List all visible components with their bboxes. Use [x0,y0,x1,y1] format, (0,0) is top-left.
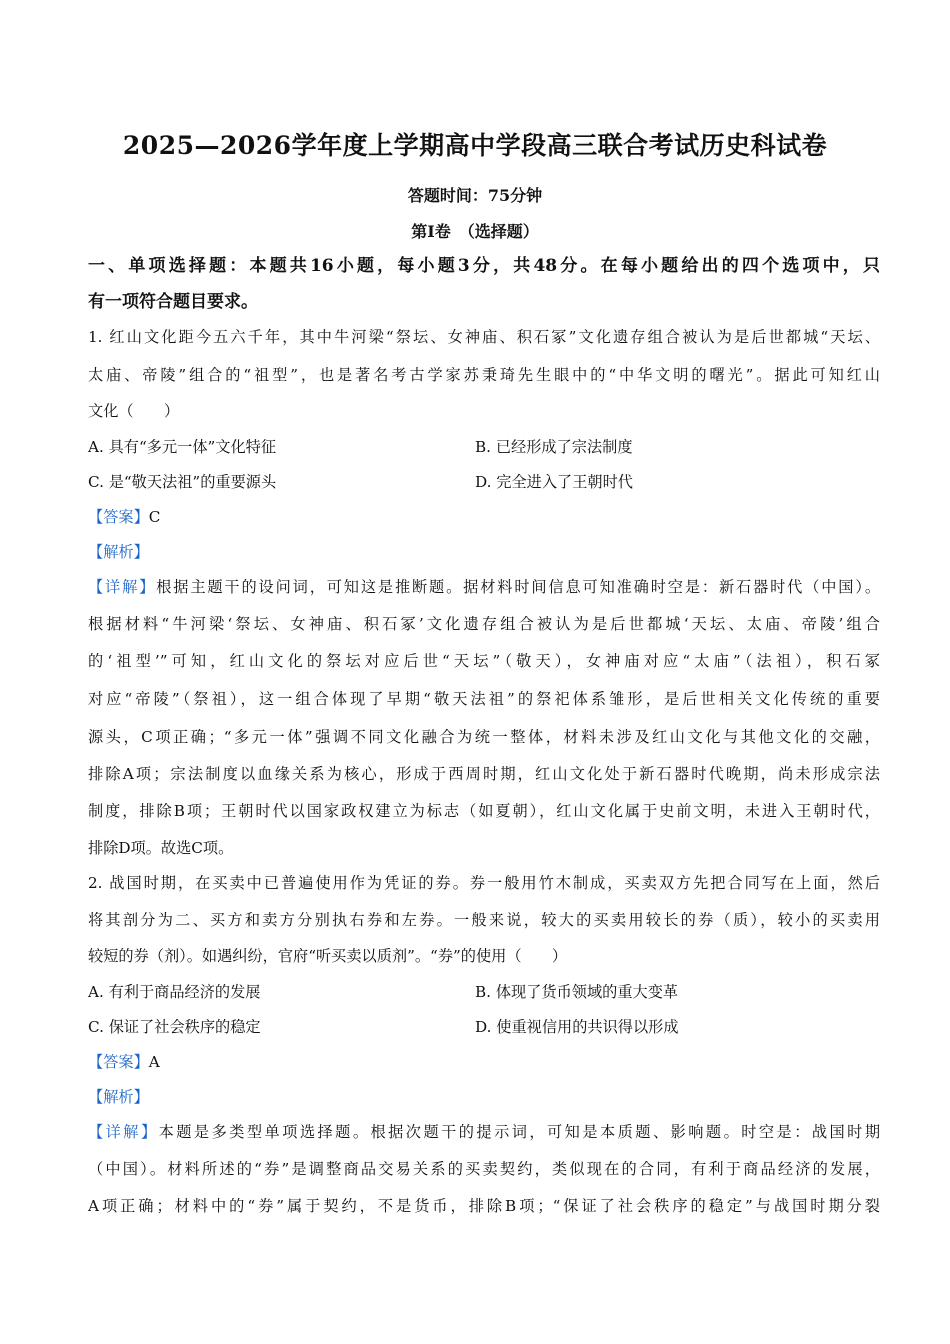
volume-heading: 第Ⅰ卷 （选择题） [411,222,539,241]
q2-detail-line: A项正确；材料中的“券”属于契约，不是货币，排除B项；“保证了社会秩序的稳定”与战国时期分裂 [88,1197,880,1215]
q1-option-b: B. 已经形成了宗法制度 [475,438,633,456]
q2-option-c: C. 保证了社会秩序的稳定 [88,1018,261,1036]
answer-tag: 【答案】 [88,1053,149,1071]
q1-detail-line: 根据材料“牛河梁‘祭坛、女神庙、积石冢’文化遗存组合被认为是后世都城‘天坛、太庙、帝陵’组合 [88,615,880,633]
q2-stem-line: 较短的券（剂）。如遇纠纷，官府“听买卖以质剂”。“券”的使用（ ） [88,947,568,965]
q2-answer: A [148,1053,160,1071]
q1-answer: C [148,508,161,526]
q1-detail-line: 源头，C项正确；“多元一体”强调不同文化融合为统一整体，材料未涉及红山文化与其他文化的交融， [88,728,880,746]
q1-stem-line: 1. 红山文化距今五六千年，其中牛河梁“祭坛、女神庙、积石冢”文化遗存组合被认为是后世都城“天坛、 [88,328,880,346]
q1-stem-line: 文化（ ） [88,402,180,420]
q1-detail-text: 根据主题干的设问词，可知这是推断题。据材料时间信息可知准确时空是：新石器时代（中国）。 [156,578,881,596]
detail-tag: 【详解】 [88,1123,159,1141]
q2-stem-line: 2. 战国时期，在买卖中已普遍使用作为凭证的券。券一般用竹木制成，买卖双方先把合同写在上面，然后 [88,874,880,892]
q1-option-c: C. 是“敬天法祖”的重要源头 [88,473,277,491]
q1-option-d: D. 完全进入了王朝时代 [475,473,633,491]
q2-detail-text: 本题是多类型单项选择题。根据次题干的提示词，可知是本质题、影响题。时空是：战国时期 [158,1123,881,1141]
q1-detail-line: 排除A项；宗法制度以血缘关系为核心，形成于西周时期，红山文化处于新石器时代晚期，尚未形成宗法 [88,765,880,783]
q2-option-b: B. 体现了货币领域的重大变革 [475,983,679,1001]
q1-stem-line: 太庙、帝陵”组合的“祖型”，也是著名考古学家苏秉琦先生眼中的“中华文明的曙光”。据此可知红山 [88,366,880,384]
q2-analysis-row [88,1087,880,1107]
q1-detail-line: 排除D项。故选C项。 [88,839,234,857]
q2-option-a: A. 有利于商品经济的发展 [88,983,261,1001]
q2-stem-line: 将其剖分为二、买方和卖方分别执右券和左券。一般来说，较大的买卖用较长的券（质），较小的买卖用 [88,911,880,929]
q1-detail-line: 对应“帝陵”（祭祖），这一组合体现了早期“敬天法祖”的祭祀体系雏形，是后世相关文化传统的重要 [88,690,880,708]
detail-tag: 【详解】 [88,578,157,596]
q1-detail-line [88,577,880,597]
q1-detail-line: 制度，排除B项；王朝时代以国家政权建立为标志（如夏朝），红山文化属于史前文明，未进入王朝时代， [88,802,880,820]
q1-analysis-row [88,542,880,562]
q2-detail-line: （中国）。材料所述的“券”是调整商品交易关系的买卖契约，类似现在的合同，有利于商品经济的发展， [88,1160,880,1178]
q2-detail-line [88,1122,880,1142]
answer-tag: 【答案】 [88,508,149,526]
analysis-tag: 【解析】 [88,1088,149,1106]
analysis-tag: 【解析】 [88,543,149,561]
page-title: 2025—2026学年度上学期高中学段高三联合考试历史科试卷 [122,131,828,160]
q1-option-a: A. 具有“多元一体”文化特征 [88,438,277,456]
section-heading-line2: 有一项符合题目要求。 [88,292,258,312]
exam-time: 答题时间：75分钟 [407,186,543,205]
q1-answer-row [88,507,880,527]
q2-answer-row [88,1052,880,1072]
q2-option-d: D. 使重视信用的共识得以形成 [475,1018,679,1036]
q1-detail-line: 的‘祖型’”可知，红山文化的祭坛对应后世“天坛”（敬天），女神庙对应“太庙”（法祖），积石冢 [88,652,880,670]
section-heading-line1: 一、单项选择题：本题共16小题，每小题3分，共48分。在每小题给出的四个选项中，只 [88,256,880,276]
